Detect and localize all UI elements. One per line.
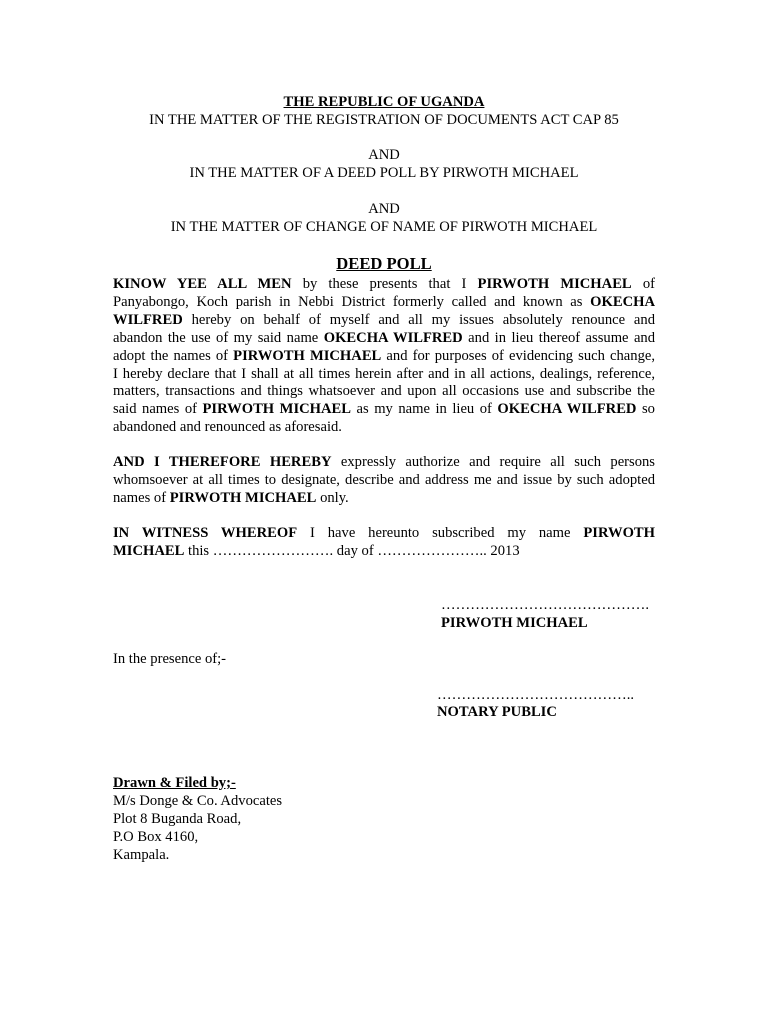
para1-line8: said names of PIRWOTH MICHAEL as my name in lieu of OKECHA WILFRED so: [113, 401, 655, 417]
para2-line3: names of PIRWOTH MICHAEL only.: [113, 490, 349, 506]
para2-line2: whomsoever at all times to designate, describe and address me and issue by such adopted: [113, 472, 655, 488]
signature-line-notary: …………………………………..: [437, 687, 635, 703]
and-separator-1: AND: [368, 147, 400, 163]
advocates-plot: Plot 8 Buganda Road,: [113, 811, 242, 827]
signature-line-pirwoth: …………………………………….: [441, 597, 649, 613]
para3-line1: IN WITNESS WHEREOF I have hereunto subscribed my name PIRWOTH: [113, 525, 656, 541]
matter-deed-poll-line: IN THE MATTER OF A DEED POLL BY PIRWOTH MICHAEL: [189, 165, 579, 181]
advocates-name: M/s Donge & Co. Advocates: [113, 793, 283, 809]
para3-line2: MICHAEL this ……………………. day of ………………….. 2013: [113, 543, 520, 559]
republic-title: THE REPUBLIC OF UGANDA: [283, 94, 485, 110]
para1-line6: I hereby declare that I shall at all times herein after and in all actions, dealings, reference,: [113, 366, 655, 382]
drawn-filed-heading: Drawn & Filed by;-: [113, 775, 236, 791]
signatory-name-notary: NOTARY PUBLIC: [437, 704, 557, 720]
para1-line3: WILFRED hereby on behalf of myself and all my issues absolutely renounce and: [113, 312, 655, 328]
matter-change-of-name-line: IN THE MATTER OF CHANGE OF NAME OF PIRWOTH MICHAEL: [170, 219, 598, 235]
para1-line7: matters, transactions and things whatsoever and upon all occasions use and subscribe the: [113, 383, 655, 399]
para1-line4: abandon the use of my said name OKECHA WILFRED and in lieu thereof assume and: [113, 330, 656, 346]
deed-poll-heading: DEED POLL: [336, 254, 432, 273]
matter-registration-line: IN THE MATTER OF THE REGISTRATION OF DOCUMENTS ACT CAP 85: [149, 112, 619, 128]
signatory-name-pirwoth: PIRWOTH MICHAEL: [441, 615, 588, 631]
para1-line9: abandoned and renounced as aforesaid.: [113, 419, 342, 435]
advocates-city: Kampala.: [113, 847, 170, 863]
para1-line5: adopt the names of PIRWOTH MICHAEL and for purposes of evidencing such change,: [113, 348, 655, 364]
para2-line1: AND I THEREFORE HEREBY expressly authorize and require all such persons: [113, 454, 655, 470]
para1-line1: KINOW YEE ALL MEN by these presents that I PIRWOTH MICHAEL of: [113, 276, 655, 292]
para1-line2: Panyabongo, Koch parish in Nebbi District formerly called and known as OKECHA: [113, 294, 656, 310]
advocates-po-box: P.O Box 4160,: [113, 829, 199, 845]
presence-label: In the presence of;-: [113, 651, 227, 667]
and-separator-2: AND: [368, 201, 400, 217]
